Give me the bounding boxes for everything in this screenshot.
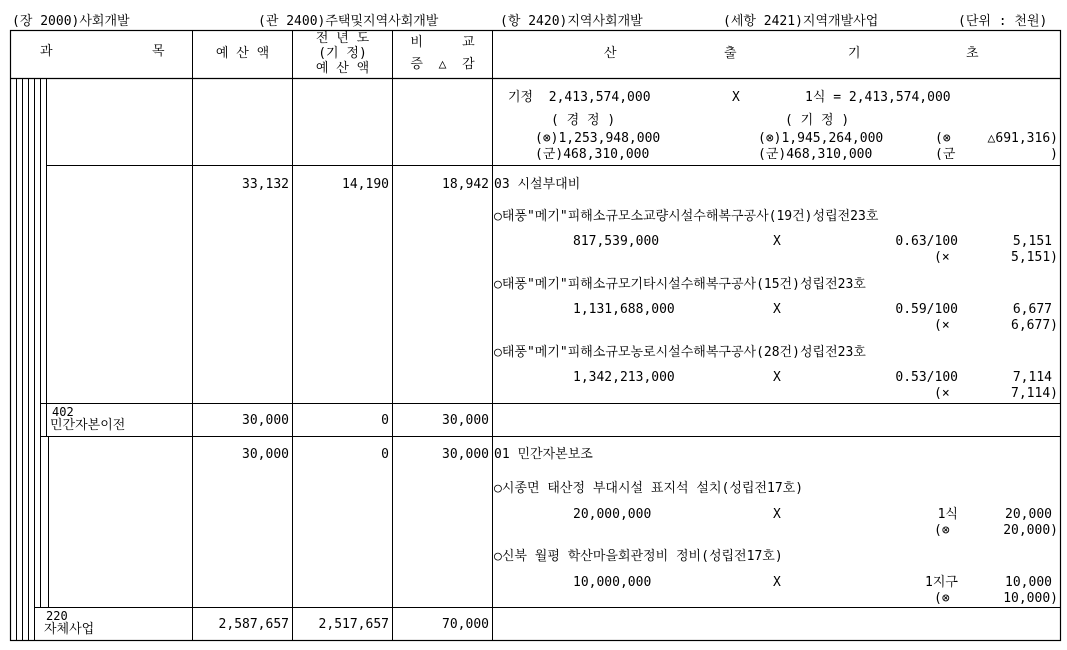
item-value-2: 5,151) [1011, 250, 1058, 265]
times-mark: X [773, 507, 781, 522]
item-rate: 0.53/100 [895, 370, 958, 385]
gijeong-line-1: (⊗)1,945,264,000 [758, 131, 884, 146]
item-value: 6,677 [1012, 302, 1052, 317]
item-rate: 0.63/100 [895, 234, 958, 249]
subsidy-budget: 30,000 [242, 447, 289, 462]
times-mark: X [732, 90, 740, 105]
item-rate: 0.59/100 [895, 302, 958, 317]
gijeong-amount: 기정 2,413,574,000 [508, 90, 651, 105]
item-amount: 1,131,688,000 [573, 302, 675, 317]
kyeongjeong-line-1: (⊗)1,253,948,000 [535, 131, 661, 146]
item-value-2: 7,114) [1011, 386, 1058, 401]
col-prev-2: (기 정) [318, 46, 367, 61]
gijeong-total: 1식 = 2,413,574,000 [805, 90, 951, 105]
row-402-name: 민간자본이전 [50, 418, 126, 433]
col-gwamok-1: 과 [40, 44, 53, 59]
item-value-2: 20,000) [1003, 523, 1058, 538]
item-paren: (⊗ [934, 523, 950, 538]
col-prev-1: 전 년 도 [315, 31, 370, 46]
list-item: ○신북 월평 학산마을회관정비 정비(성립전17호) [494, 549, 783, 564]
subsidy-title: 01 민간자본보조 [494, 447, 593, 462]
item-value: 7,114 [1012, 370, 1052, 385]
item-amount: 1,342,213,000 [573, 370, 675, 385]
unit-label: (단위 : 천원) [958, 14, 1048, 29]
diff-line-1-open: (⊗ [935, 131, 951, 146]
item-paren: (× [934, 318, 950, 333]
facility-prev: 14,190 [342, 177, 389, 192]
gijeong-line-2: (군)468,310,000 [758, 147, 873, 162]
col-cmp-1: 비 교 [410, 35, 475, 50]
item-amount: 817,539,000 [573, 234, 660, 249]
times-mark: X [773, 302, 781, 317]
row-402-prev: 0 [381, 413, 389, 428]
list-item: ○태풍"메기"피해소규모소교량시설수해복구공사(19건)성립전23호 [494, 209, 879, 224]
list-item: ○시종면 태산정 부대시설 표지석 설치(성립전17호) [494, 481, 804, 496]
col-cmp-2: 증 △ 감 [410, 57, 475, 72]
col-basis-4: 초 [966, 46, 979, 61]
list-item: ○태풍"메기"피해소규모농로시설수해복구공사(28건)성립전23호 [494, 345, 866, 360]
subsidy-cmp: 30,000 [442, 447, 489, 462]
col-basis-2: 출 [724, 46, 737, 61]
item-value: 10,000 [1005, 575, 1052, 590]
row-220-code: 220 [46, 609, 68, 623]
item-paren: (× [934, 386, 950, 401]
row-220-budget: 2,587,657 [218, 617, 289, 632]
times-mark: X [773, 370, 781, 385]
item-value: 20,000 [1005, 507, 1052, 522]
facility-budget: 33,132 [242, 177, 289, 192]
item-value-2: 6,677) [1011, 318, 1058, 333]
facility-title: 03 시설부대비 [494, 177, 581, 192]
col-basis-3: 기 [848, 46, 861, 61]
row-220-name: 자체사업 [44, 622, 95, 637]
kyeongjeong-label: ( 경 정 ) [551, 113, 616, 128]
col-gwamok-2: 목 [152, 44, 165, 59]
diff-line-1-value: △691,316) [987, 131, 1058, 146]
col-budget: 예 산 액 [215, 46, 270, 61]
kyeongjeong-line-2: (군)468,310,000 [535, 147, 650, 162]
sehang-label: (세항 2421)지역개발사업 [723, 14, 879, 29]
item-amount: 10,000,000 [573, 575, 652, 590]
item-value: 5,151 [1012, 234, 1052, 249]
item-qty: 1식 [937, 507, 958, 522]
facility-cmp: 18,942 [442, 177, 489, 192]
row-220-cmp: 70,000 [442, 617, 489, 632]
row-220-prev: 2,517,657 [318, 617, 389, 632]
hang-label: (항 2420)지역사회개발 [500, 14, 643, 29]
jang-label: (장 2000)사회개발 [12, 14, 130, 29]
item-amount: 20,000,000 [573, 507, 652, 522]
times-mark: X [773, 234, 781, 249]
col-prev-3: 예 산 액 [315, 61, 370, 76]
row-402-cmp: 30,000 [442, 413, 489, 428]
times-mark: X [773, 575, 781, 590]
row-402-budget: 30,000 [242, 413, 289, 428]
row-402-code: 402 [52, 405, 74, 419]
list-item: ○태풍"메기"피해소규모기타시설수해복구공사(15건)성립전23호 [494, 277, 866, 292]
subsidy-prev: 0 [381, 447, 389, 462]
item-qty: 1지구 [925, 575, 958, 590]
diff-line-2-open: (군 [935, 147, 956, 162]
gwan-label: (관 2400)주택및지역사회개발 [258, 14, 439, 29]
col-basis-1: 산 [604, 46, 617, 61]
gijeong-label: ( 기 정 ) [785, 113, 850, 128]
item-value-2: 10,000) [1003, 591, 1058, 606]
item-paren: (⊗ [934, 591, 950, 606]
diff-line-2-close: ) [1050, 147, 1058, 162]
item-paren: (× [934, 250, 950, 265]
